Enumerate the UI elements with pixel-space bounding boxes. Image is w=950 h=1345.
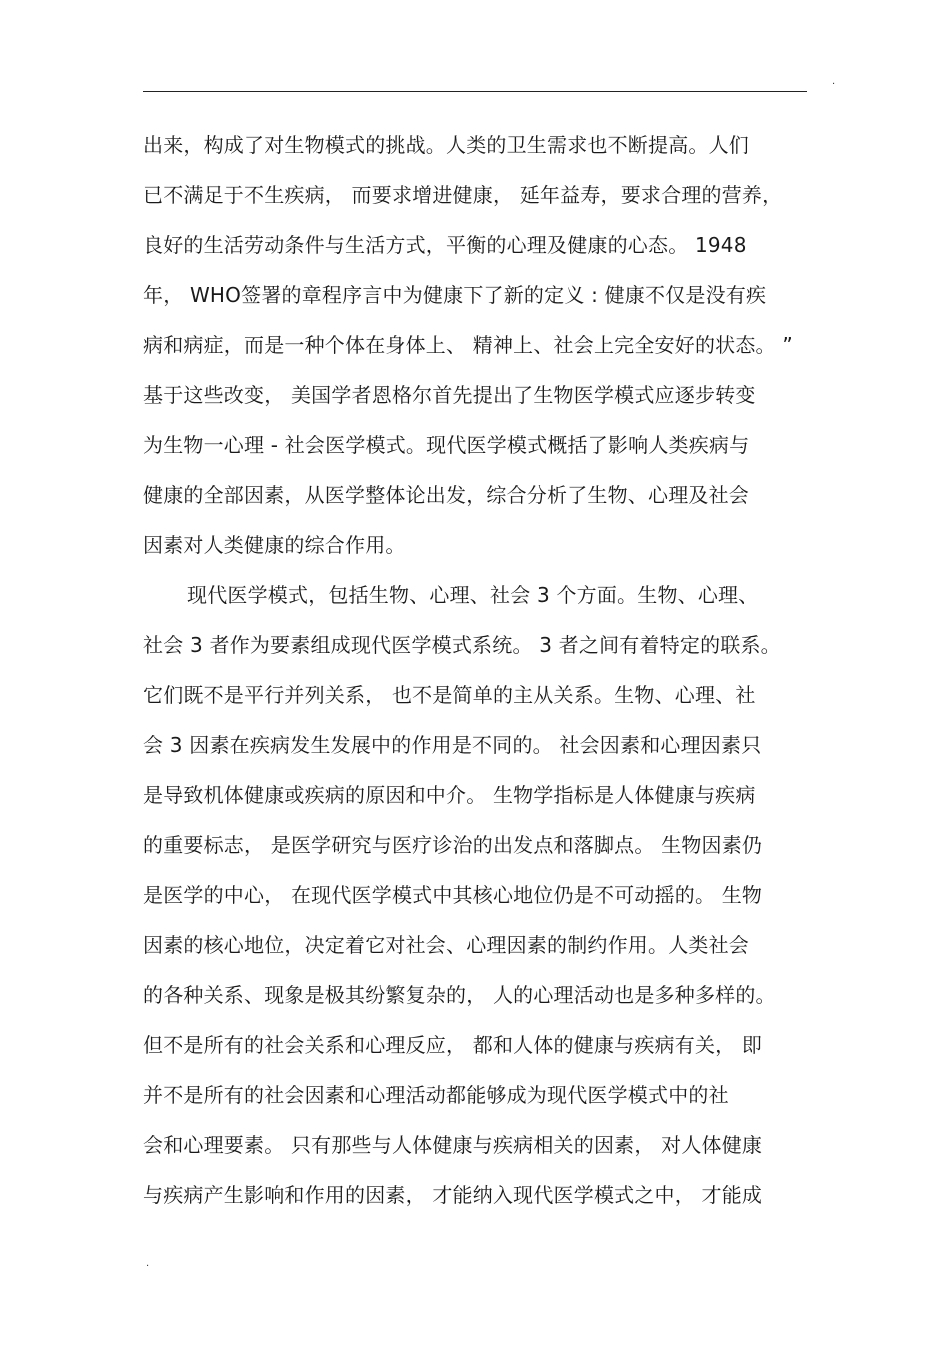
text-line: 会 3 因素在疾病发生发展中的作用是不同的。 社会因素和心理因素只 <box>143 733 762 757</box>
text-line: 病和病症，而是一种个体在身体上、 精神上、社会上完全安好的状态。 ” <box>143 333 793 357</box>
header-mark: . <box>832 76 836 87</box>
text-line: 的重要标志， 是医学研究与医疗诊治的出发点和落脚点。 生物因素仍 <box>143 833 763 857</box>
text-line: 年， WHO签署的章程序言中为健康下了新的定义 : 健康不仅是没有疾 <box>143 283 767 307</box>
footer-mark: . <box>146 1258 150 1269</box>
text-line: 会和心理要素。 只有那些与人体健康与疾病相关的因素， 对人体健康 <box>143 1133 763 1157</box>
text-line: 是导致机体健康或疾病的原因和中介。 生物学指标是人体健康与疾病 <box>143 783 756 807</box>
text-line: 基于这些改变， 美国学者恩格尔首先提出了生物医学模式应逐步转变 <box>143 383 756 407</box>
header-rule <box>143 91 807 92</box>
text-line: 出来，构成了对生物模式的挑战。人类的卫生需求也不断提高。人们 <box>143 133 749 157</box>
text-line: 健康的全部因素，从医学整体论出发，综合分析了生物、心理及社会 <box>143 483 749 507</box>
text-line: 并不是所有的社会因素和心理活动都能够成为现代医学模式中的社 <box>143 1083 729 1107</box>
text-line: 已不满足于不生疾病， 而要求增进健康， 延年益寿，要求合理的营养， <box>143 183 783 207</box>
text-line: 因素对人类健康的综合作用。 <box>143 533 406 557</box>
text-line: 的各种关系、现象是极其纷繁复杂的， 人的心理活动也是多种多样的。 <box>143 983 776 1007</box>
body-text <box>143 120 815 1220</box>
text-line: 是医学的中心， 在现代医学模式中其核心地位仍是不可动摇的。 生物 <box>143 883 763 907</box>
text-line: 它们既不是平行并列关系， 也不是简单的主从关系。生物、心理、社 <box>143 683 756 707</box>
paragraph-first-line: 现代医学模式，包括生物、心理、社会 3 个方面。生物、心理、 <box>187 583 759 607</box>
text-line: 因素的核心地位，决定着它对社会、心理因素的制约作用。人类社会 <box>143 933 749 957</box>
text-line: 为生物一心理 - 社会医学模式。现代医学模式概括了影响人类疾病与 <box>143 433 750 457</box>
text-line: 良好的生活劳动条件与生活方式，平衡的心理及健康的心态。 1948 <box>143 233 747 257</box>
text-line: 但不是所有的社会关系和心理反应， 都和人体的健康与疾病有关， 即 <box>143 1033 763 1057</box>
text-line: 社会 3 者作为要素组成现代医学模式系统。 3 者之间有着特定的联系。 <box>143 633 781 657</box>
text-line: 与疾病产生影响和作用的因素， 才能纳入现代医学模式之中， 才能成 <box>143 1183 763 1207</box>
